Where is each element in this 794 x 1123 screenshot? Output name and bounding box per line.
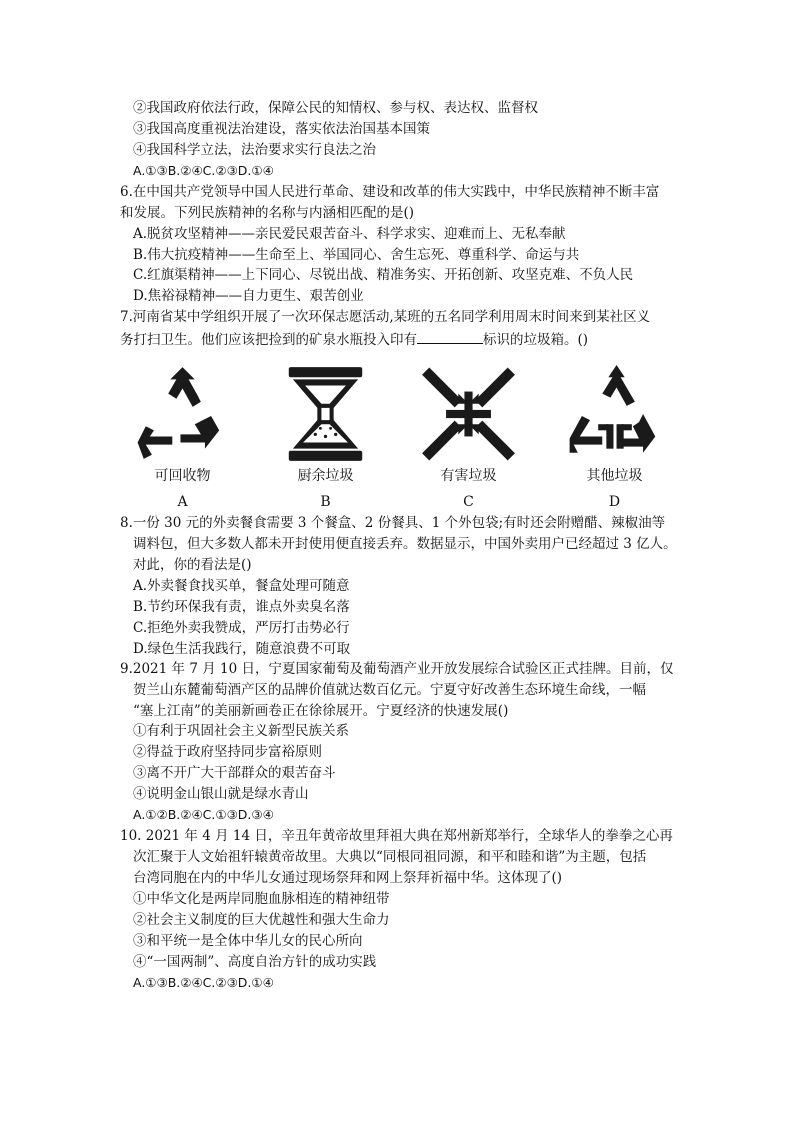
q7-stem-line2-part2: 标识的垃圾箱。() (483, 332, 589, 348)
bin-letter: C (463, 494, 474, 510)
bin-caption: 有害垃圾 (440, 468, 497, 484)
bin-option-b (263, 355, 388, 515)
q9-stem-line2: 贺兰山东麓葡萄酒产区的品牌价值就达数百亿元。宁夏守好改善生态环境生命线，一幅 (133, 682, 646, 698)
q6-stem-line2: 和发展。下列民族精神的名称与内涵相匹配的是() (120, 205, 415, 221)
q10-stem-line3: 台湾同胞在内的中华儿女通过现场祭拜和网上祭拜祈福中华。这体现了() (133, 870, 563, 886)
q5-statement-3: ③我国高度重视法治建设，落实依法治国基本国策 (133, 121, 430, 137)
q10-statement-4: ④“一国两制”、高度自治方针的成功实践 (133, 954, 377, 970)
q8-stem-line1: 8.一份 30 元的外卖餐食需要 3 个餐盒、2 份餐具、1 个外包袋;有时还会附赠醋、辣椒油等 (120, 515, 666, 531)
q6-option-c: C.红旗渠精神——上下同心、尽锐出战、精准务实、开拓创新、攻坚克难、不负人民 (133, 267, 634, 283)
q9-statement-3: ③离不开广大干部群众的艰苦奋斗 (133, 765, 336, 781)
q10-options: A.①③B.②④C.②③D.①④ (133, 975, 274, 990)
bin-letter: B (320, 494, 331, 510)
q8-stem-line2: 调料包，但大多数人都未开封使用便直接丢弃。数据显示，中国外卖用户已经超过 3 亿人。 (133, 536, 677, 552)
q8-option-b: B.节约环保我有责，谁点外卖臭名落 (133, 599, 350, 615)
garbage-bin-figure (120, 355, 680, 515)
q8-option-a: A.外卖餐食找买单，餐盒处理可随意 (133, 578, 350, 594)
q5-statement-2: ②我国政府依法行政，保障公民的知情权、参与权、表达权、监督权 (133, 100, 538, 116)
q10-statement-3: ③和平统一是全体中华儿女的民心所向 (133, 933, 363, 949)
hazard-cross-icon (416, 363, 521, 465)
bin-option-a (120, 355, 245, 515)
q5-options: A.①③B.②④C.②③D.①④ (133, 163, 274, 178)
q6-stem-line1: 6.在中国共产党领导中国人民进行革命、建设和改革的伟大实践中，中华民族精神不断丰富 (120, 184, 660, 200)
q10-statement-1: ①中华文化是两岸同胞血脉相连的精神纽带 (133, 891, 390, 907)
q9-options: A.①②B.②④C.①③D.③④ (133, 807, 274, 822)
q7-stem-line1: 7.河南省某中学组织开展了一次环保志愿活动,某班的五名同学利用周末时间来到某社区义 (120, 309, 651, 325)
q7-stem-line2-part1: 务打扫卫生。他们应该把捡到的矿泉水瓶投入印有 (120, 332, 417, 348)
q10-statement-2: ②社会主义制度的巨大优越性和强大生命力 (133, 912, 390, 928)
recycle-icon (130, 363, 235, 465)
q9-stem-line1: 9.2021 年 7 月 10 日，宁夏国家葡萄及葡萄酒产业开放发展综合试验区正式挂牌。目前，仅 (120, 661, 674, 677)
bin-letter: D (608, 494, 621, 510)
bin-caption: 其他垃圾 (586, 468, 643, 484)
q10-stem-line2: 次汇聚于人文始祖轩辕黄帝故里。大典以“同根同祖同源，和平和睦和谐”为主题，包括 (133, 849, 647, 865)
q9-statement-1: ①有利于巩固社会主义新型民族关系 (133, 723, 349, 739)
bin-option-c (406, 355, 531, 515)
q9-statement-4: ④说明金山银山就是绿水青山 (133, 786, 309, 802)
q6-option-b: B.伟大抗疫精神——生命至上、举国同心、舍生忘死、尊重科学、命运与共 (133, 247, 580, 263)
bin-letter: A (177, 494, 188, 510)
bin-caption: 厨余垃圾 (297, 468, 354, 484)
q5-statement-4: ④我国科学立法，法治要求实行良法之治 (133, 142, 376, 158)
q6-option-a: A.脱贫攻坚精神——亲民爱民艰苦奋斗、科学求实、迎难而上、无私奉献 (133, 226, 566, 242)
q8-option-c: C.拒绝外卖我赞成，严厉打击势必行 (133, 620, 350, 636)
broken-triangle-icon (562, 363, 667, 465)
hourglass-icon (273, 363, 378, 465)
q9-statement-2: ②得益于政府坚持同步富裕原则 (133, 744, 322, 760)
q6-option-d: D.焦裕禄精神——自力更生、艰苦创业 (133, 288, 364, 304)
answer-blank (417, 329, 483, 344)
q9-stem-line3: “塞上江南”的美丽新画卷正在徐徐展开。宁夏经济的快速发展() (133, 703, 509, 719)
q10-stem-line1: 10. 2021 年 4 月 14 日，辛丑年黄帝故里拜祖大典在郑州新郑举行，全球华人的拳拳之心再 (120, 828, 673, 844)
q8-option-d: D.绿色生活我践行，随意浪费不可取 (133, 641, 351, 657)
bin-caption: 可回收物 (154, 468, 211, 484)
q7-stem-line2 (120, 329, 588, 349)
bin-option-d (552, 355, 677, 515)
q8-stem-line3: 对此，你的看法是() (133, 557, 252, 573)
